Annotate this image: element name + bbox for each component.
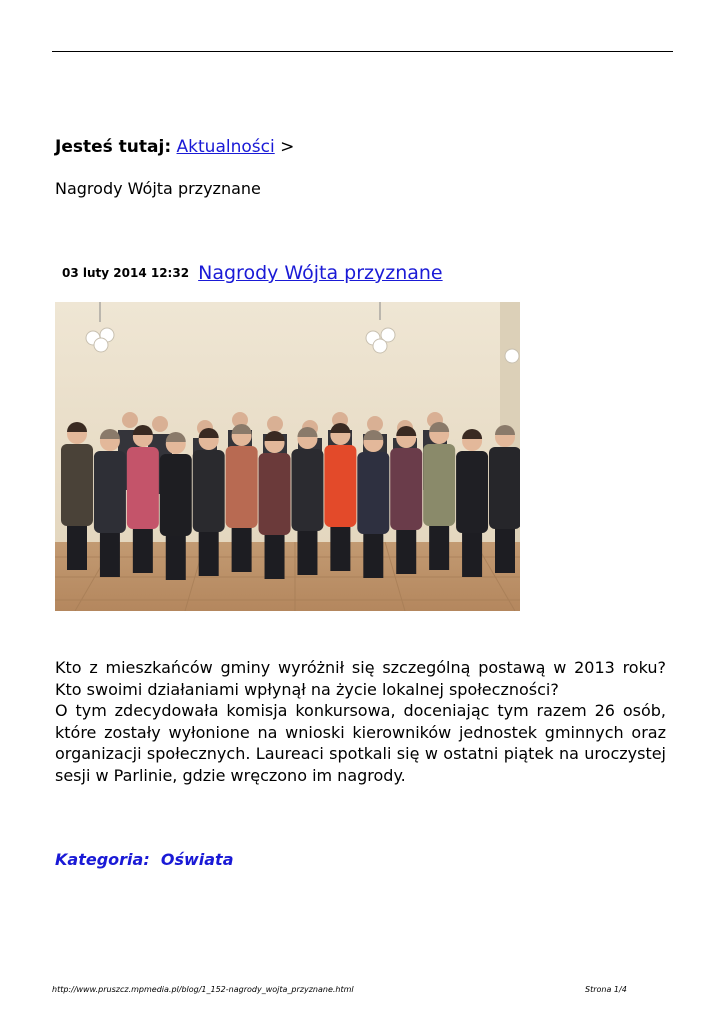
footer-page-number: Strona 1/4 bbox=[585, 985, 627, 994]
header-rule bbox=[52, 51, 673, 52]
article-meta bbox=[62, 262, 443, 284]
wall-lamp bbox=[505, 349, 519, 363]
breadcrumb bbox=[55, 136, 294, 158]
article-paragraph-2: O tym zdecydowała komisja konkursowa, doceniając tym razem 26 osób, które zostały wyłonione na wnioski kierowników jednostek gminnych oraz organizacji społecznych. Laureaci spotkali się w ostatni piątek na uroczystej sesji w Parlinie, gdzie wręczono im nagrody. bbox=[55, 701, 666, 785]
article-paragraph-1: Kto z mieszkańców gminy wyróżnił się szczególną postawą w 2013 roku? Kto swoimi działaniami wpłynął na życie lokalnej społeczności? bbox=[55, 658, 666, 699]
breadcrumb-link-aktualnosci[interactable]: Aktualności bbox=[176, 137, 275, 157]
breadcrumb-label: Jesteś tutaj: bbox=[55, 137, 172, 157]
article-body bbox=[55, 657, 666, 786]
article-photo bbox=[55, 302, 520, 611]
article-category bbox=[55, 850, 234, 869]
article-date: 03 luty 2014 12:32 bbox=[62, 266, 190, 280]
breadcrumb-separator: > bbox=[280, 137, 295, 157]
page-title: Nagrody Wójta przyznane bbox=[55, 179, 261, 198]
category-value[interactable]: Oświata bbox=[160, 850, 234, 869]
article-title-link[interactable]: Nagrody Wójta przyznane bbox=[198, 262, 443, 284]
footer-url: http://www.pruszcz.mpmedia.pl/blog/1_152-nagrody_wojta_przyznane.html bbox=[52, 985, 354, 994]
category-label: Kategoria: bbox=[55, 850, 150, 869]
